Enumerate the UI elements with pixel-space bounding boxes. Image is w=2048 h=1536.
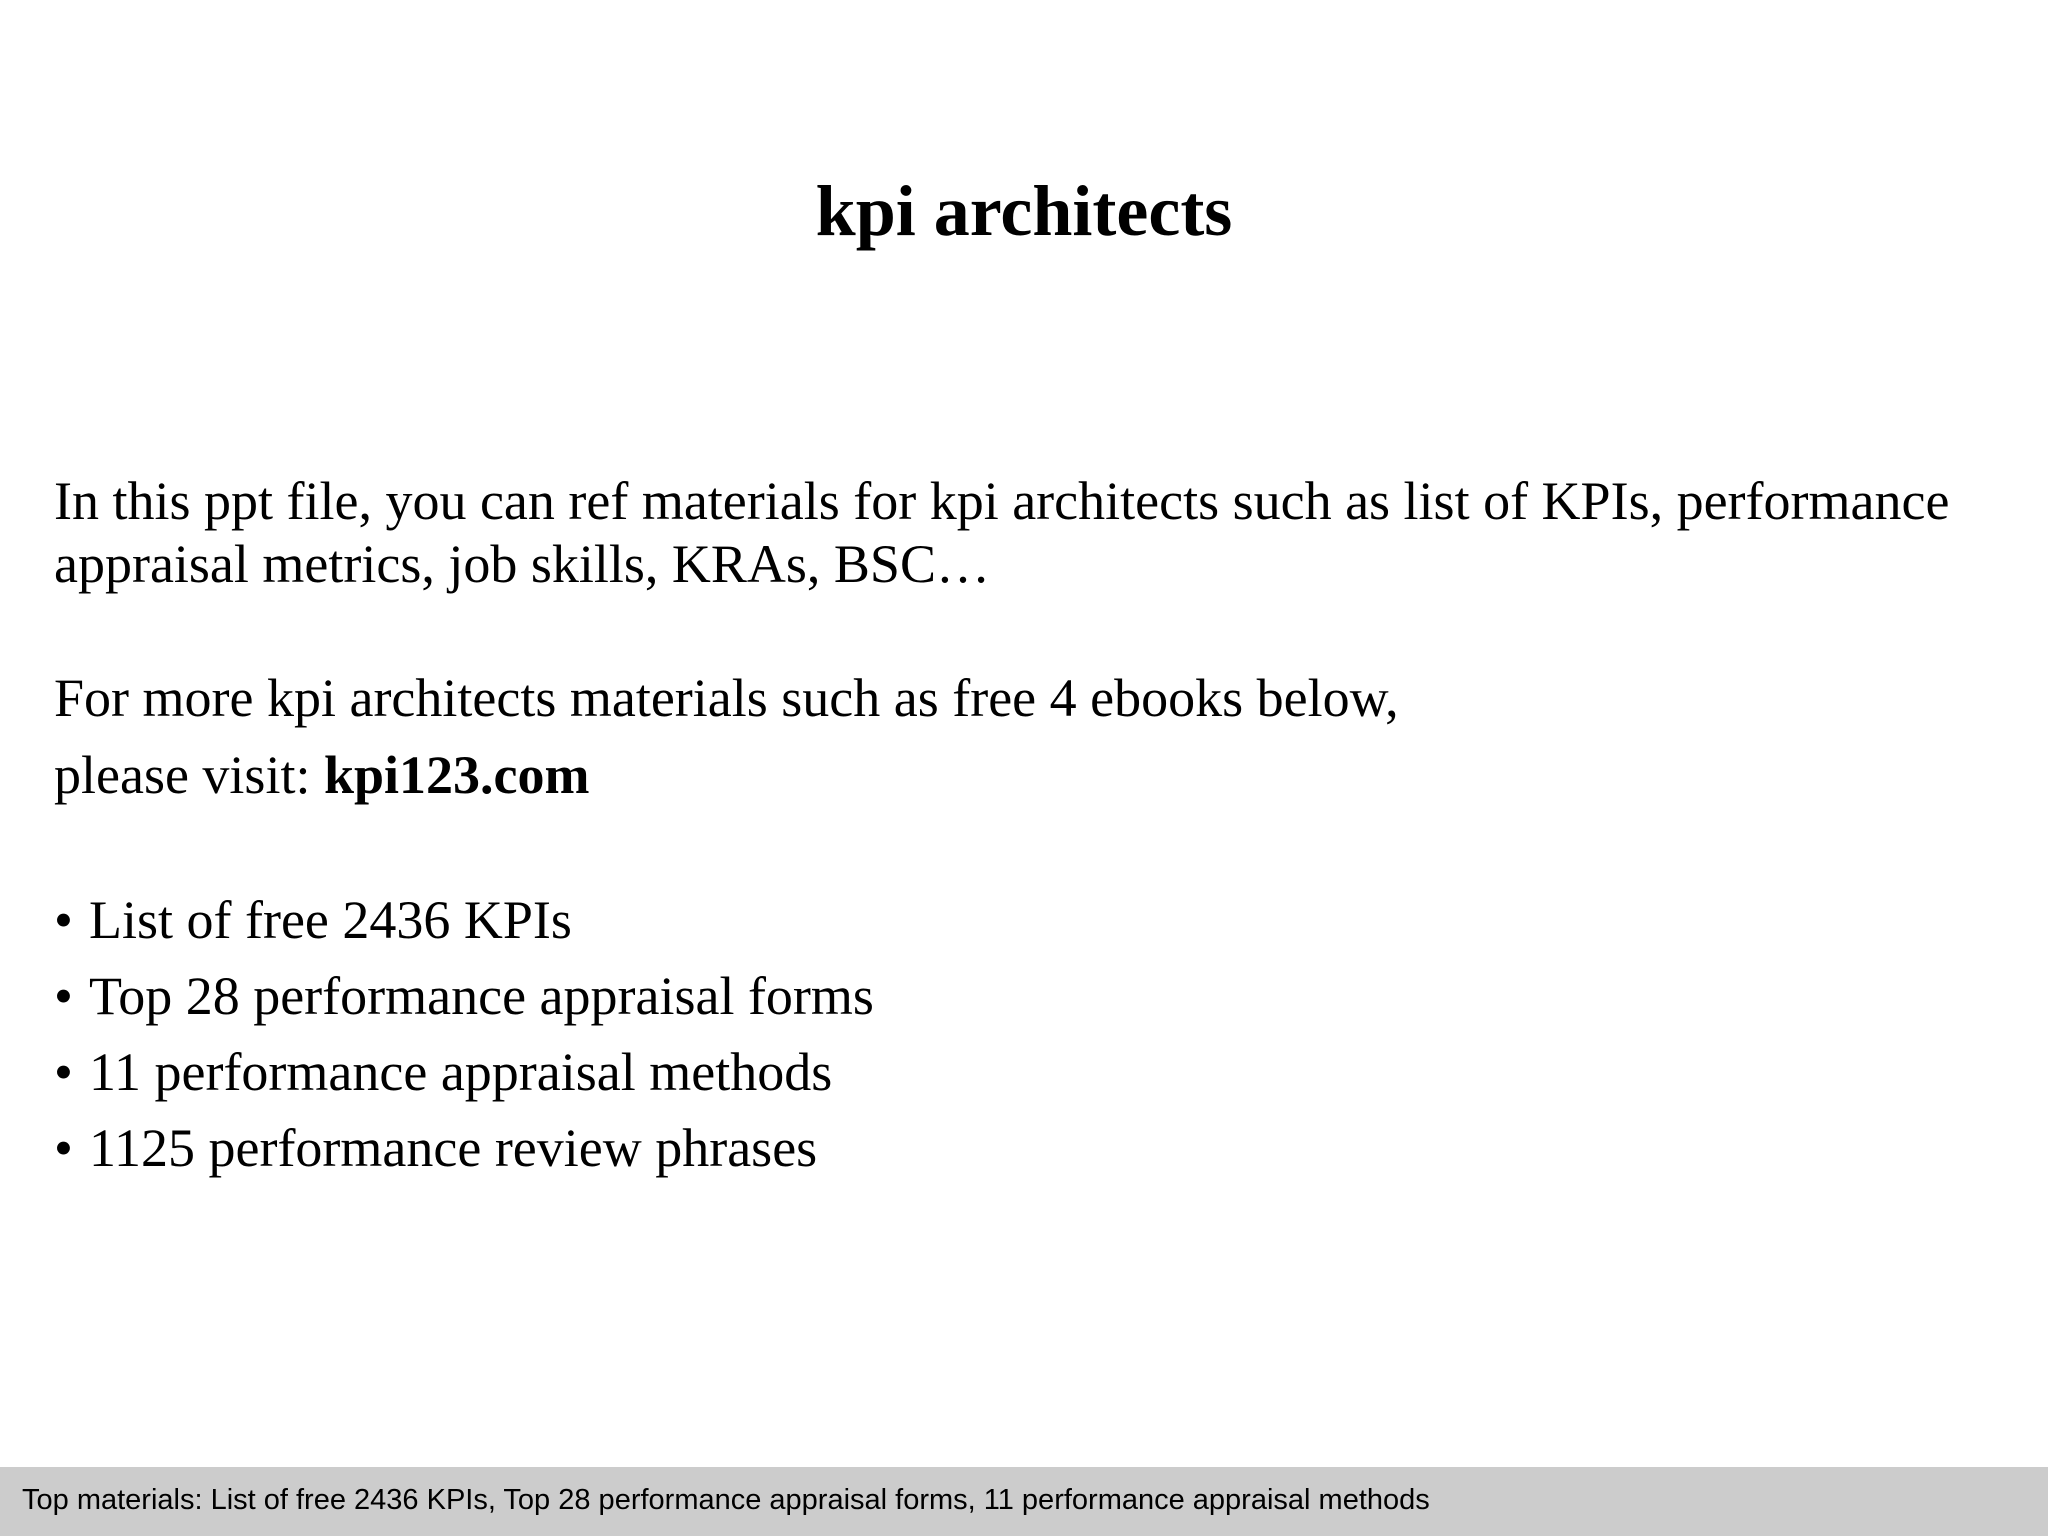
bullet-icon: • bbox=[54, 1118, 73, 1178]
list-item bbox=[54, 882, 874, 958]
ebook-list bbox=[54, 882, 874, 1186]
list-item bbox=[54, 1110, 874, 1186]
list-item-label: 1125 performance review phrases bbox=[89, 1118, 818, 1178]
footer-bar bbox=[0, 1467, 2048, 1536]
visit-prefix: please visit: bbox=[54, 745, 324, 805]
more-materials-line: For more kpi architects materials such as free 4 ebooks below, bbox=[54, 668, 1399, 728]
bullet-icon: • bbox=[54, 890, 73, 950]
intro-paragraph: In this ppt file, you can ref materials for kpi architects such as list of KPIs, performance appraisal metrics, job skills, KRAs, BSC… bbox=[54, 471, 1950, 594]
bullet-icon: • bbox=[54, 966, 73, 1026]
footer-text: Top materials: List of free 2436 KPIs, Top 28 performance appraisal forms, 11 performance appraisal methods bbox=[22, 1484, 1430, 1516]
list-item-label: 11 performance appraisal methods bbox=[89, 1042, 833, 1102]
list-item-label: List of free 2436 KPIs bbox=[89, 890, 572, 950]
site-link[interactable]: kpi123.com bbox=[323, 745, 590, 805]
bullet-icon: • bbox=[54, 1042, 73, 1102]
list-item bbox=[54, 1034, 874, 1110]
more-materials-paragraph bbox=[54, 660, 2014, 814]
list-item-label: Top 28 performance appraisal forms bbox=[89, 966, 874, 1026]
list-item bbox=[54, 958, 874, 1034]
slide-title: kpi architects bbox=[815, 171, 1233, 251]
visit-line bbox=[54, 737, 2014, 814]
